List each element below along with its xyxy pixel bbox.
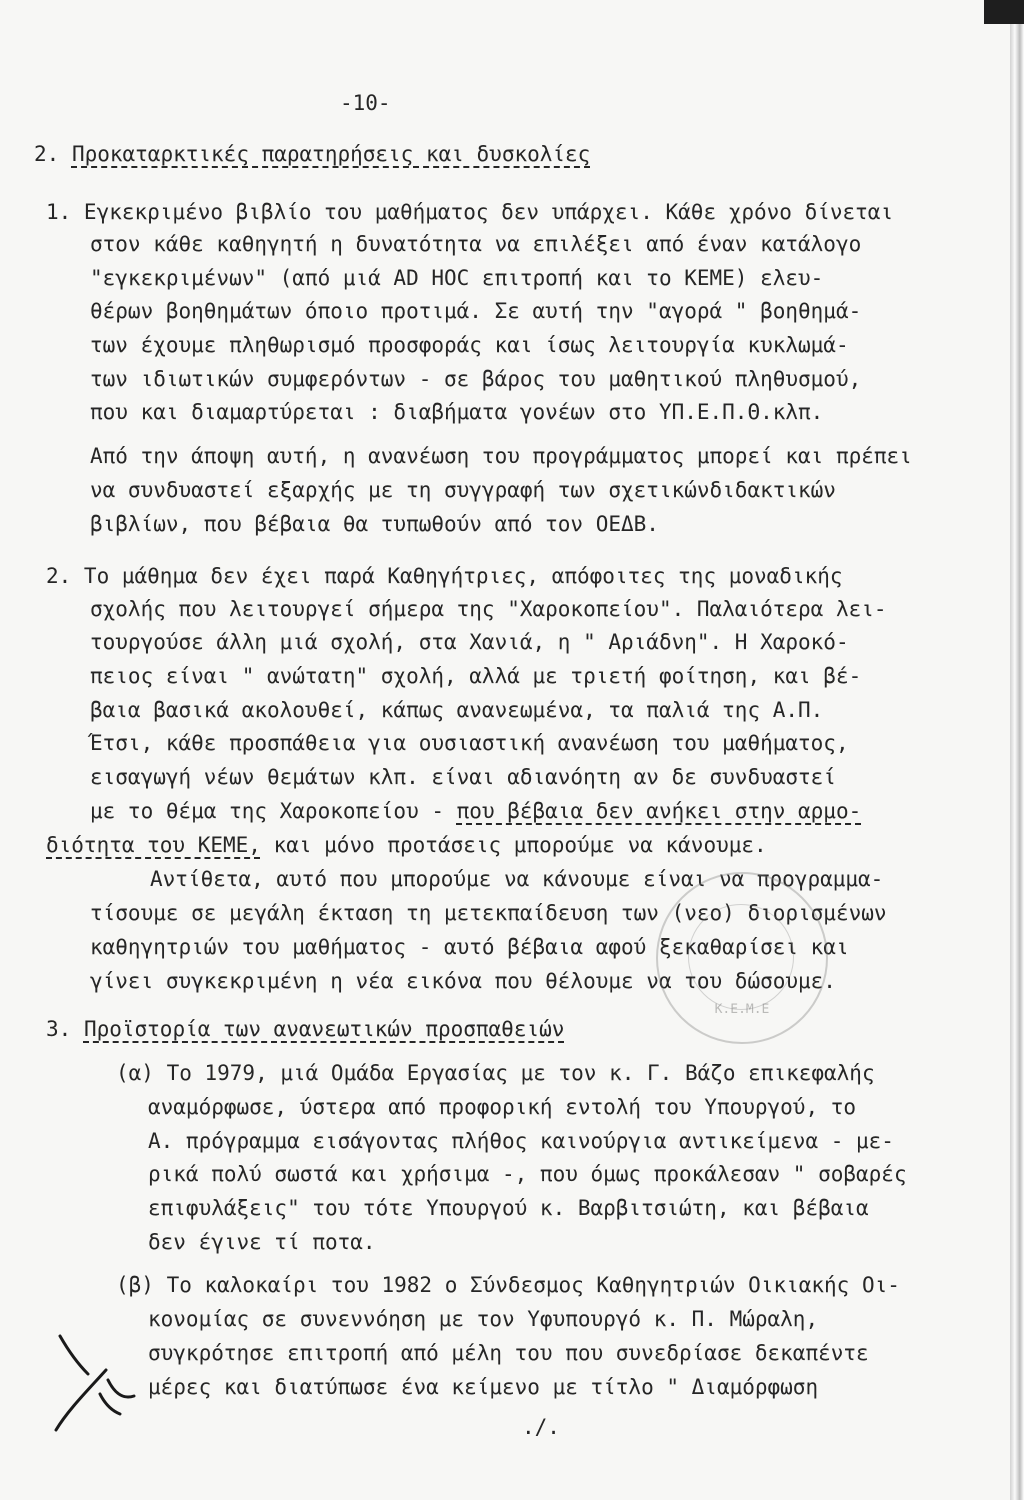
item-2-line-11: τίσουμε σε μεγάλη έκταση τη μετεκπαίδευση των (νεο) διορισμένων [90,901,887,925]
item-1-line-2: στον κάθε καθηγητή η δυνατότητα να επιλέξει από έναν κατάλογο [90,232,862,256]
page-number: -10- [340,91,391,115]
item-2-line-9 [46,832,767,858]
item-1-line-9: να συνδυαστεί εξαρχής με τη συγγραφή των σχετικώνδιδακτικών [90,478,836,502]
section-3-title: Προϊστορία των ανανεωτικών προσπαθειών [83,1017,565,1041]
item-1-line-4: θέρων βοηθημάτων όποιο προτιμά. Σε αυτή την "αγορά " βοηθημά- [90,299,862,323]
binding-corner [984,0,1024,24]
item-a-line-3: Α. πρόγραμμα εισάγοντας πλήθος καινούργια αντικείμενα - με- [148,1129,894,1153]
item-2-line-12: καθηγητριών του μαθήματος - αυτό βέβαια αφού ξεκαθαρίσει και [90,935,849,959]
item-a-line-1: (α) Το 1979, μιά Ομάδα Εργασίας με τον κ. Γ. Βάζο επικεφαλής [116,1061,875,1085]
section-3-heading [46,1016,564,1042]
item-a-line-5: επιφυλάξεις" του τότε Υπουργού κ. Βαρβιτσιώτη, και βέβαια [148,1196,869,1220]
item-2-line-6: Έτσι, κάθε προσπάθεια για ουσιαστική ανανέωση του μαθήματος, [90,731,849,755]
item-2-line-13: γίνει συγκεκριμένη η νέα εικόνα που θέλουμε να του δώσουμε. [90,969,836,993]
binding-edge [1010,0,1024,1500]
item-2-line-10: Αντίθετα, αυτό που μπορούμε να κάνουμε είναι να προγραμμα- [150,867,884,891]
continuation-mark: ./. [522,1415,560,1439]
item-1-line-10: βιβλίων, που βέβαια θα τυπωθούν από τον ΟΕΔΒ. [90,512,659,536]
item-1-line-8: Από την άποψη αυτή, η ανανέωση του προγράμματος μπορεί και πρέπει [90,444,912,468]
item-2-line-8-underlined: που βέβαια δεν ανήκει στην αρμο- [456,799,862,823]
item-2-line-3: τουργούσε άλλη μιά σχολή, στα Χανιά, η " Αριάδνη". Η Χαροκό- [90,630,849,654]
item-2-line-8 [90,798,861,824]
stamp-text: Κ.Ε.Μ.Ε [714,1002,770,1017]
section-2-heading [34,141,590,167]
item-a-line-2: αναμόρφωσε, ύστερα από προφορική εντολή του Υπουργού, το [148,1095,857,1119]
item-1-line-6: των ιδιωτικών συμφερόντων - σε βάρος του μαθητικού πληθυσμού, [90,367,862,391]
item-2-line-2: σχολής που λειτουργεί σήμερα της "Χαροκοπείου". Παλαιότερα λει- [90,597,887,621]
item-b-line-3: συγκρότησε επιτροπή από μέλη του που συνεδρίασε δεκαπέντε [148,1341,869,1365]
stamp-inner-ring [688,904,794,1010]
section-2-title: Προκαταρκτικές παρατηρήσεις και δυσκολίες [71,142,591,166]
item-2-line-9-underlined: διότητα του ΚΕΜΕ, [46,833,261,857]
item-b-line-4: μέρες και διατύπωσε ένα κείμενο με τίτλο " Διαμόρφωση [148,1375,819,1399]
item-1-line-5: των έχουμε πληθωρισμό προσφοράς και ίσως λειτουργία κυκλωμά- [90,333,849,357]
item-b-line-1: (β) Το καλοκαίρι του 1982 ο Σύνδεσμος Καθηγητριών Οικιακής Οι- [116,1273,900,1297]
item-a-line-6: δεν έγινε τί ποτα. [148,1230,376,1254]
item-b-line-2: κονομίας σε συνεννόηση με τον Υφυπουργό κ. Π. Μώραλη, [148,1307,819,1331]
item-2-line-8-text: με το θέμα της Χαροκοπείου - [90,799,457,823]
item-2-line-9-text: και μόνο προτάσεις μπορούμε να κάνουμε. [260,833,767,857]
item-2-line-4: πειος είναι " ανώτατη" σχολή, αλλά με τριετή φοίτηση, και βέ- [90,664,862,688]
section-3-number: 3. [46,1017,72,1041]
item-2-line-5: βαια βασικά ακολουθεί, κάπως ανανεωμένα, τα παλιά της Α.Π. [90,698,824,722]
item-1-line-3: "εγκεκριμένων" (από μιά AD HOC επιτροπή και το ΚΕΜΕ) ελευ- [90,266,824,290]
item-2-line-1: 2. Το μάθημα δεν έχει παρά Καθηγήτριες, απόφοιτες της μοναδικής [46,564,843,588]
handwritten-signature [48,1330,138,1442]
official-stamp [656,872,828,1044]
item-2-line-7: εισαγωγή νέων θεμάτων κλπ. είναι αδιανόητη αν δε συνδυαστεί [90,765,836,789]
item-1-line-7: που και διαμαρτύρεται : διαβήματα γονέων στο ΥΠ.Ε.Π.Θ.κλπ. [90,400,824,424]
item-1-line-1: 1. Εγκεκριμένο βιβλίο του μαθήματος δεν υπάρχει. Κάθε χρόνο δίνεται [46,200,894,224]
item-a-line-4: ρικά πολύ σωστά και χρήσιμα -, που όμως προκάλεσαν " σοβαρές [148,1162,907,1186]
section-2-number: 2. [34,142,60,166]
